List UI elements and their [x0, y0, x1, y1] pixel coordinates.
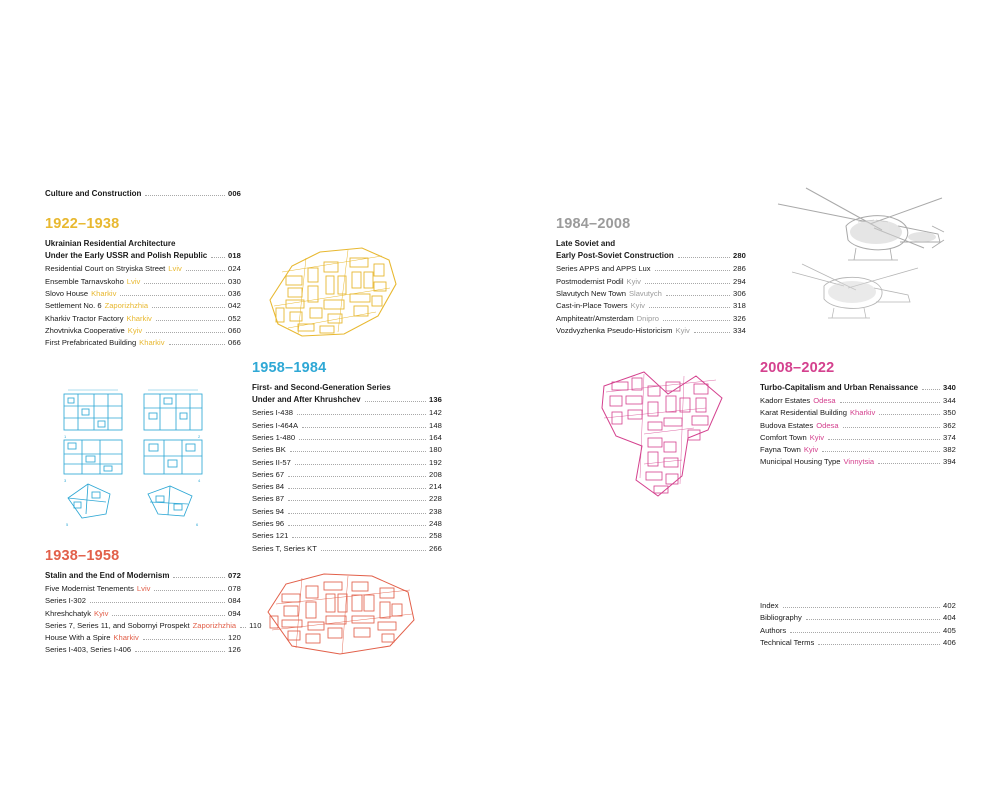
toc-entry — [556, 263, 746, 275]
dot-leader — [288, 487, 426, 489]
dot-leader — [152, 306, 225, 308]
toc-entry — [45, 263, 241, 275]
entry-page: 266 — [429, 543, 442, 553]
entry-label: Technical Terms — [760, 637, 815, 647]
entry-label: Kadorr Estates — [760, 395, 811, 405]
entry-label: Khreshchatyk — [45, 608, 92, 618]
entry-label: Amphiteatr/Amsterdam — [556, 313, 634, 323]
entry-place: Slavutych — [628, 288, 662, 298]
toc-entry — [45, 188, 241, 201]
entry-page: 164 — [429, 432, 442, 442]
toc-entry — [760, 444, 956, 456]
dot-leader — [663, 319, 730, 321]
entry-label: Series 94 — [252, 506, 285, 516]
dot-leader — [302, 426, 426, 428]
entry-place: Odesa — [816, 420, 839, 430]
toc-entry — [556, 276, 746, 288]
entry-place: Vinnytsia — [843, 457, 875, 467]
toc-entry — [252, 481, 442, 493]
entry-page: 286 — [733, 264, 746, 274]
toc-entry — [252, 444, 442, 456]
entry-place: Lviv — [168, 264, 182, 274]
entry-label: Series 121 — [252, 531, 289, 541]
entry-page: 334 — [733, 325, 746, 335]
toc-entry — [45, 325, 241, 337]
section-2008-2022 — [760, 360, 956, 469]
toc-entry — [45, 300, 241, 312]
dot-leader — [666, 294, 730, 296]
section-1922-1938 — [45, 216, 241, 349]
entry-page: 326 — [733, 313, 746, 323]
entry-page: 238 — [429, 506, 442, 516]
toc-entry — [45, 595, 241, 607]
dot-leader — [365, 400, 426, 402]
entry-page: 094 — [228, 608, 241, 618]
entry-label: Cast-in-Place Towers — [556, 301, 628, 311]
dot-leader — [806, 618, 940, 620]
toc-entry — [760, 420, 956, 432]
section-heading-page: 340 — [943, 383, 956, 392]
svg-text:6: 6 — [196, 522, 199, 527]
entry-label: Series I-438 — [252, 408, 293, 418]
toc-entry — [252, 530, 442, 542]
dot-leader — [297, 413, 426, 415]
toc-entry — [760, 395, 956, 407]
section-heading-line-1: Stalin and the End of Modernism — [45, 571, 170, 580]
dot-leader — [112, 614, 225, 616]
toc-entry — [556, 288, 746, 300]
entry-page: 406 — [943, 637, 956, 647]
entry-place: Odesa — [813, 395, 836, 405]
toc-entry — [760, 600, 956, 612]
entry-label: Series APPS and APPS Lux — [556, 264, 651, 274]
entry-page: 405 — [943, 625, 956, 635]
dot-leader — [211, 256, 225, 258]
entry-page: 394 — [943, 457, 956, 467]
entry-label: First Prefabricated Building — [45, 338, 137, 348]
section-heading-row — [760, 382, 956, 395]
toc-entry — [252, 543, 442, 555]
dot-leader — [186, 269, 225, 271]
entry-place: Lviv — [136, 583, 151, 593]
toc-entry — [556, 313, 746, 325]
toc-entry — [45, 608, 241, 620]
dot-leader — [143, 638, 225, 640]
toc-entry — [252, 493, 442, 505]
dot-leader — [156, 319, 225, 321]
entry-label: Fayna Town — [760, 445, 801, 455]
entry-page: 030 — [228, 276, 241, 286]
entry-page: 120 — [228, 633, 241, 643]
entry-label: Series 96 — [252, 519, 285, 529]
dot-leader — [288, 499, 426, 501]
back-matter-list — [760, 600, 956, 649]
dot-leader — [645, 282, 730, 284]
entry-page: 344 — [943, 395, 956, 405]
entry-page: 148 — [429, 420, 442, 430]
dot-leader — [840, 401, 940, 403]
section-heading-line-2: Under the Early USSR and Polish Republic — [45, 251, 208, 261]
section-heading-page: 136 — [429, 395, 442, 405]
entry-place: Kyiv — [675, 325, 690, 335]
dot-leader — [290, 450, 426, 452]
dot-leader — [292, 536, 426, 538]
toc-entry — [760, 625, 956, 637]
dot-leader — [822, 450, 940, 452]
site-plan-pink-illustration — [596, 368, 736, 503]
section-heading-page: 280 — [733, 251, 746, 261]
dot-leader — [655, 269, 730, 271]
entry-page: 306 — [733, 288, 746, 298]
entry-label: Slavutych New Town — [556, 288, 626, 298]
entry-label: Bibliography — [760, 613, 802, 623]
section-1958-1984 — [252, 360, 442, 555]
toc-entry — [45, 583, 241, 595]
dot-leader — [321, 549, 426, 551]
toc-entry — [252, 518, 442, 530]
entry-place: Kyiv — [94, 608, 109, 618]
entry-label: Zhovtnivka Cooperative — [45, 325, 125, 335]
entry-place: Lviv — [126, 276, 141, 286]
dot-leader — [90, 601, 225, 603]
helicopter-view-gray-illustration — [772, 182, 952, 327]
entry-label: Series 87 — [252, 494, 285, 504]
section-heading-line-2: Early Post-Soviet Construction — [556, 251, 674, 261]
dot-leader — [120, 294, 225, 296]
entry-page: 214 — [429, 482, 442, 492]
toc-entry — [556, 325, 746, 337]
section-heading-row — [556, 250, 746, 263]
entry-label: Series 84 — [252, 482, 285, 492]
svg-text:2: 2 — [198, 434, 201, 439]
entry-page: 066 — [228, 338, 241, 348]
toc-entry-culture-and-construction — [45, 188, 241, 201]
site-plan-red-illustration — [262, 568, 422, 658]
dot-leader — [173, 576, 225, 578]
toc-entry — [252, 469, 442, 481]
entry-place: Kharkiv — [91, 288, 117, 298]
dot-leader — [288, 524, 426, 526]
entry-page: 318 — [733, 301, 746, 311]
section-heading-page: 018 — [228, 251, 241, 261]
entry-page: 042 — [228, 301, 241, 311]
entry-label: Series I-302 — [45, 596, 86, 606]
entry-page: 382 — [943, 445, 956, 455]
entry-place: Dnipro — [636, 313, 660, 323]
dot-leader — [299, 438, 426, 440]
entry-place: Zaporizhzhia — [104, 301, 149, 311]
toc-entry — [760, 407, 956, 419]
dot-leader — [144, 282, 225, 284]
toc-entry — [252, 506, 442, 518]
entry-place: Kyiv — [626, 276, 641, 286]
toc-entry — [45, 620, 262, 632]
entry-label: Series BK — [252, 445, 286, 455]
dot-leader — [843, 426, 940, 428]
section-heading-line-1: Late Soviet and — [556, 239, 616, 248]
entry-label: Series 67 — [252, 469, 285, 479]
dot-leader — [240, 626, 246, 628]
entry-page: 402 — [943, 601, 956, 610]
entry-label: Series I-464A — [252, 420, 299, 430]
entry-label: Index — [760, 601, 779, 610]
entry-label: Series 7, Series 11, and Sobornyi Prospekt — [45, 620, 190, 630]
entry-label: Postmodernist Podil — [556, 276, 624, 286]
toc-entry — [252, 420, 442, 432]
entry-page: 228 — [429, 494, 442, 504]
entry-label: Karat Residential Building — [760, 408, 847, 418]
entry-place: Kyiv — [127, 325, 143, 335]
toc-entry — [252, 432, 442, 444]
entry-page: 024 — [228, 264, 241, 274]
dot-leader — [678, 256, 730, 258]
entry-page: 294 — [733, 276, 746, 286]
dot-leader — [154, 589, 225, 591]
toc-entry — [252, 457, 442, 469]
entry-page: 208 — [429, 469, 442, 479]
dot-leader — [145, 194, 225, 196]
section-title: 1938–1958 — [45, 548, 120, 564]
section-heading-page: 072 — [228, 571, 241, 580]
entry-label: Five Modernist Tenements — [45, 583, 134, 593]
entry-label: House With a Spire — [45, 633, 111, 643]
entry-label: Ensemble Tarnavskoho — [45, 276, 124, 286]
entry-place: Kyiv — [809, 432, 825, 442]
entry-label: Comfort Town — [760, 432, 807, 442]
entry-page: 362 — [943, 420, 956, 430]
section-heading-row — [45, 250, 241, 263]
toc-entry — [760, 612, 956, 624]
entry-label: Budova Estates — [760, 420, 814, 430]
entry-page: 192 — [429, 457, 442, 467]
entry-label: Series T, Series KT — [252, 543, 317, 553]
toc-entry — [760, 456, 956, 468]
section-title: 1958–1984 — [252, 360, 327, 376]
entry-place: Zaporizhzhia — [192, 620, 237, 630]
dot-leader — [694, 331, 730, 333]
section-heading-row — [45, 570, 241, 583]
dot-leader — [169, 343, 226, 345]
entry-place: Kharkiv — [113, 633, 139, 643]
entry-label: Municipal Housing Type — [760, 457, 841, 467]
section-title: 1922–1938 — [45, 216, 120, 232]
site-plan-yellow-illustration — [258, 238, 408, 348]
dot-leader — [922, 388, 940, 390]
toc-entry — [45, 288, 241, 300]
entry-page: 180 — [429, 445, 442, 455]
section-heading-line-1: Turbo-Capitalism and Urban Renaissance — [760, 383, 919, 392]
dot-leader — [783, 606, 940, 608]
entry-label: Kharkiv Tractor Factory — [45, 313, 124, 323]
entry-label: Series II-57 — [252, 457, 291, 467]
entry-place: Kyiv — [630, 301, 645, 311]
toc-entry — [45, 644, 241, 656]
entry-page: 404 — [943, 613, 956, 623]
entry-place: Kharkiv — [139, 338, 165, 348]
dot-leader — [146, 331, 225, 333]
entry-place: Kharkiv — [126, 313, 152, 323]
section-1984-2008 — [556, 216, 746, 337]
dot-leader — [818, 643, 940, 645]
entry-label: Slovo House — [45, 288, 89, 298]
entry-label: Series I-403, Series I-406 — [45, 645, 132, 655]
entry-page: 110 — [249, 620, 262, 630]
entry-page: 142 — [429, 408, 442, 418]
dot-leader — [878, 462, 940, 464]
section-1938-1958 — [45, 548, 262, 657]
entry-label: Culture and Construction — [45, 189, 142, 198]
toc-entry — [45, 276, 241, 288]
entry-page: 350 — [943, 408, 956, 418]
toc-entry — [760, 637, 956, 649]
section-heading-line-1: Ukrainian Residential Architecture — [45, 239, 176, 248]
entry-label: Authors — [760, 625, 787, 635]
entry-page: 248 — [429, 519, 442, 529]
entry-page: 006 — [228, 189, 241, 198]
dot-leader — [295, 463, 426, 465]
toc-entry — [45, 313, 241, 325]
toc-entry — [45, 632, 241, 644]
section-heading-line-2: Under and After Khrushchev — [252, 395, 361, 405]
entry-label: Settlement No. 6 — [45, 301, 102, 311]
entry-page: 052 — [228, 313, 241, 323]
dot-leader — [790, 631, 940, 633]
floor-plans-blue-illustration — [60, 380, 220, 530]
section-title: 2008–2022 — [760, 360, 835, 376]
svg-text:3: 3 — [64, 478, 67, 483]
dot-leader — [135, 650, 225, 652]
toc-entry — [556, 300, 746, 312]
entry-place: Kyiv — [803, 445, 819, 455]
dot-leader — [288, 512, 426, 514]
svg-text:5: 5 — [66, 522, 69, 527]
section-heading-line-1: First- and Second-Generation Series — [252, 383, 391, 392]
svg-text:4: 4 — [198, 478, 201, 483]
toc-entry — [252, 407, 442, 419]
entry-place: Kharkiv — [849, 408, 876, 418]
entry-label: Residential Court on Stryiska Street — [45, 264, 166, 274]
section-title: 1984–2008 — [556, 216, 631, 232]
toc-entry — [760, 432, 956, 444]
entry-label: Series 1-480 — [252, 432, 296, 442]
entry-page: 258 — [429, 531, 442, 541]
entry-page: 084 — [228, 596, 241, 606]
entry-page: 060 — [228, 325, 241, 335]
entry-page: 078 — [228, 583, 241, 593]
entry-page: 374 — [943, 432, 956, 442]
entry-label: Vozdvyzhenka Pseudo-Historicism — [556, 325, 673, 335]
dot-leader — [288, 475, 426, 477]
svg-text:1: 1 — [64, 434, 67, 439]
dot-leader — [879, 413, 940, 415]
entry-page: 126 — [228, 645, 241, 655]
entry-page: 036 — [228, 288, 241, 298]
toc-entry — [45, 337, 241, 349]
dot-leader — [828, 438, 940, 440]
section-heading-row — [252, 394, 442, 407]
dot-leader — [649, 306, 730, 308]
